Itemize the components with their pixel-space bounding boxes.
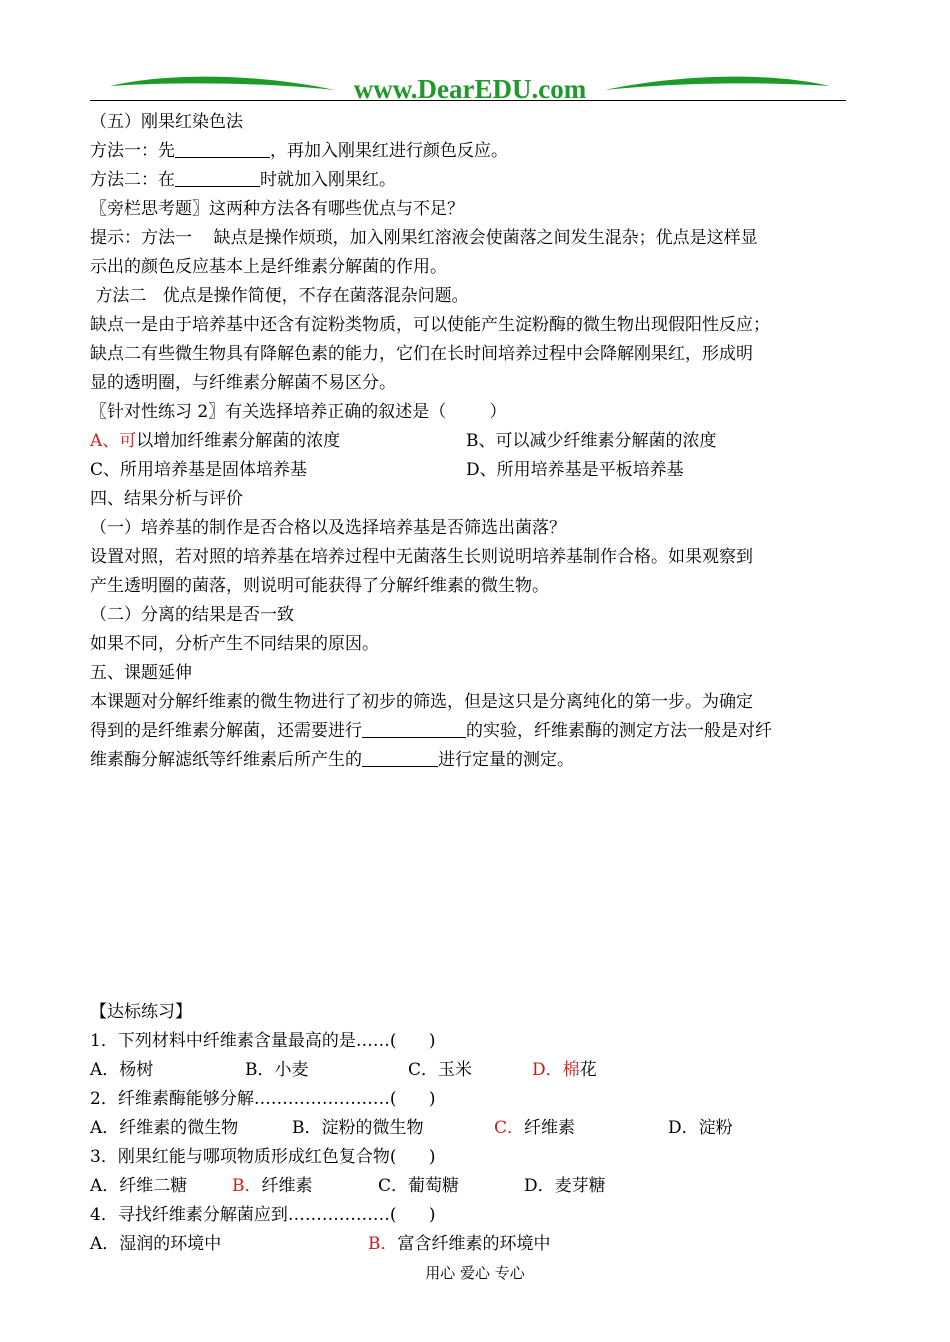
practice2-question: 〖针对性练习 2〗有关选择培养正确的叙述是（ ） (90, 402, 507, 422)
header-logo (110, 70, 830, 104)
q1-option-a: A．杨树 (90, 1060, 154, 1080)
option-b: B、可以减少纤维素分解菌的浓度 (466, 431, 717, 451)
option-d: D、所用培养基是平板培养基 (466, 460, 684, 480)
q2-option-b: B．淀粉的微生物 (292, 1118, 424, 1138)
q4-option-a: A．湿润的环境中 (90, 1234, 222, 1254)
paragraph-line: 得到的是纤维素分解菌，还需要进行 的实验，纤维素酶的测定方法一般是对纤 (90, 721, 772, 741)
q2-option-a: A．纤维素的微生物 (90, 1118, 239, 1138)
fill-blank[interactable] (362, 748, 438, 767)
logo-text: www.DearEDU.com (353, 74, 587, 104)
option-c: C、所用培养基是固体培养基 (90, 460, 308, 480)
question-3: 3．刚果红能与哪项物质形成红色复合物( ) (90, 1147, 436, 1167)
q4-option-b: B．富含纤维素的环境中 (368, 1234, 551, 1254)
question-4: 4．寻找纤维素分解菌应到………………( ) (90, 1205, 436, 1225)
q1-option-b: B．小麦 (245, 1060, 309, 1080)
hint-line: 显的透明圈，与纤维素分解菌不易区分。 (90, 373, 396, 393)
q3-option-c: C．葡萄糖 (378, 1176, 460, 1196)
leaf-left-icon (110, 77, 335, 90)
q3-option-a: A．纤维二糖 (90, 1176, 188, 1196)
q2-option-c: C．纤维素 (494, 1118, 576, 1138)
q2-option-d: D．淀粉 (668, 1118, 733, 1138)
hint-line: 示出的颜色反应基本上是纤维素分解菌的作用。 (90, 257, 447, 277)
leaf-right-icon (605, 77, 830, 90)
q1-option-d: D．棉花 (532, 1060, 597, 1080)
paragraph-line: 产生透明圈的菌落，则说明可能获得了分解纤维素的微生物。 (90, 576, 549, 596)
paragraph-line: 本课题对分解纤维素的微生物进行了初步的筛选，但是这只是分离纯化的第一步。为确定 (90, 692, 753, 712)
q3-option-b: B．纤维素 (232, 1176, 313, 1196)
q3-option-d: D．麦芽糖 (524, 1176, 606, 1196)
paragraph-line: 设置对照，若对照的培养基在培养过程中无菌落生长则说明培养基制作合格。如果观察到 (90, 547, 753, 567)
header-rule (90, 100, 846, 101)
q1-option-c: C．玉米 (408, 1060, 473, 1080)
fill-blank[interactable] (175, 139, 270, 158)
section5-title: （五）刚果红染色法 (90, 112, 243, 132)
hint-line: 缺点一是由于培养基中还含有淀粉类物质，可以使能产生淀粉酶的微生物出现假阳性反应； (90, 315, 770, 335)
section4-title: 四、结果分析与评价 (90, 489, 243, 509)
question-1: 1．下列材料中纤维素含量最高的是……( ) (90, 1031, 436, 1051)
fill-blank[interactable] (362, 719, 466, 738)
paragraph-line: 维素酶分解滤纸等纤维素后所产生的 进行定量的测定。 (90, 750, 574, 770)
hint-line: 缺点二有些微生物具有降解色素的能力，它们在长时间培养过程中会降解刚果红，形成明 (90, 344, 753, 364)
method2: 方法二：在 时就加入刚果红。 (90, 170, 396, 190)
footer-text: 用心 爱心 专心 (425, 1264, 525, 1282)
hint-line: 方法二 优点是操作简便，不存在菌落混杂问题。 (90, 286, 469, 306)
subheading: （二）分离的结果是否一致 (90, 605, 294, 625)
question-2: 2．纤维素酶能够分解……………………( ) (90, 1089, 436, 1109)
paragraph-line: 如果不同，分析产生不同结果的原因。 (90, 634, 379, 654)
hint-line: 提示：方法一 缺点是操作烦琐，加入刚果红溶液会使菌落之间发生混杂；优点是这样显 (90, 228, 758, 248)
exercise-title: 【达标练习】 (90, 1002, 192, 1022)
side-question: 〖旁栏思考题〗这两种方法各有哪些优点与不足？ (90, 199, 464, 219)
option-a: A、可以增加纤维素分解菌的浓度 (90, 431, 341, 451)
method1: 方法一：先 ，再加入刚果红进行颜色反应。 (90, 141, 508, 161)
fill-blank[interactable] (175, 168, 260, 187)
section5b-title: 五、课题延伸 (90, 663, 192, 683)
subheading: （一）培养基的制作是否合格以及选择培养基是否筛选出菌落？ (90, 518, 566, 538)
